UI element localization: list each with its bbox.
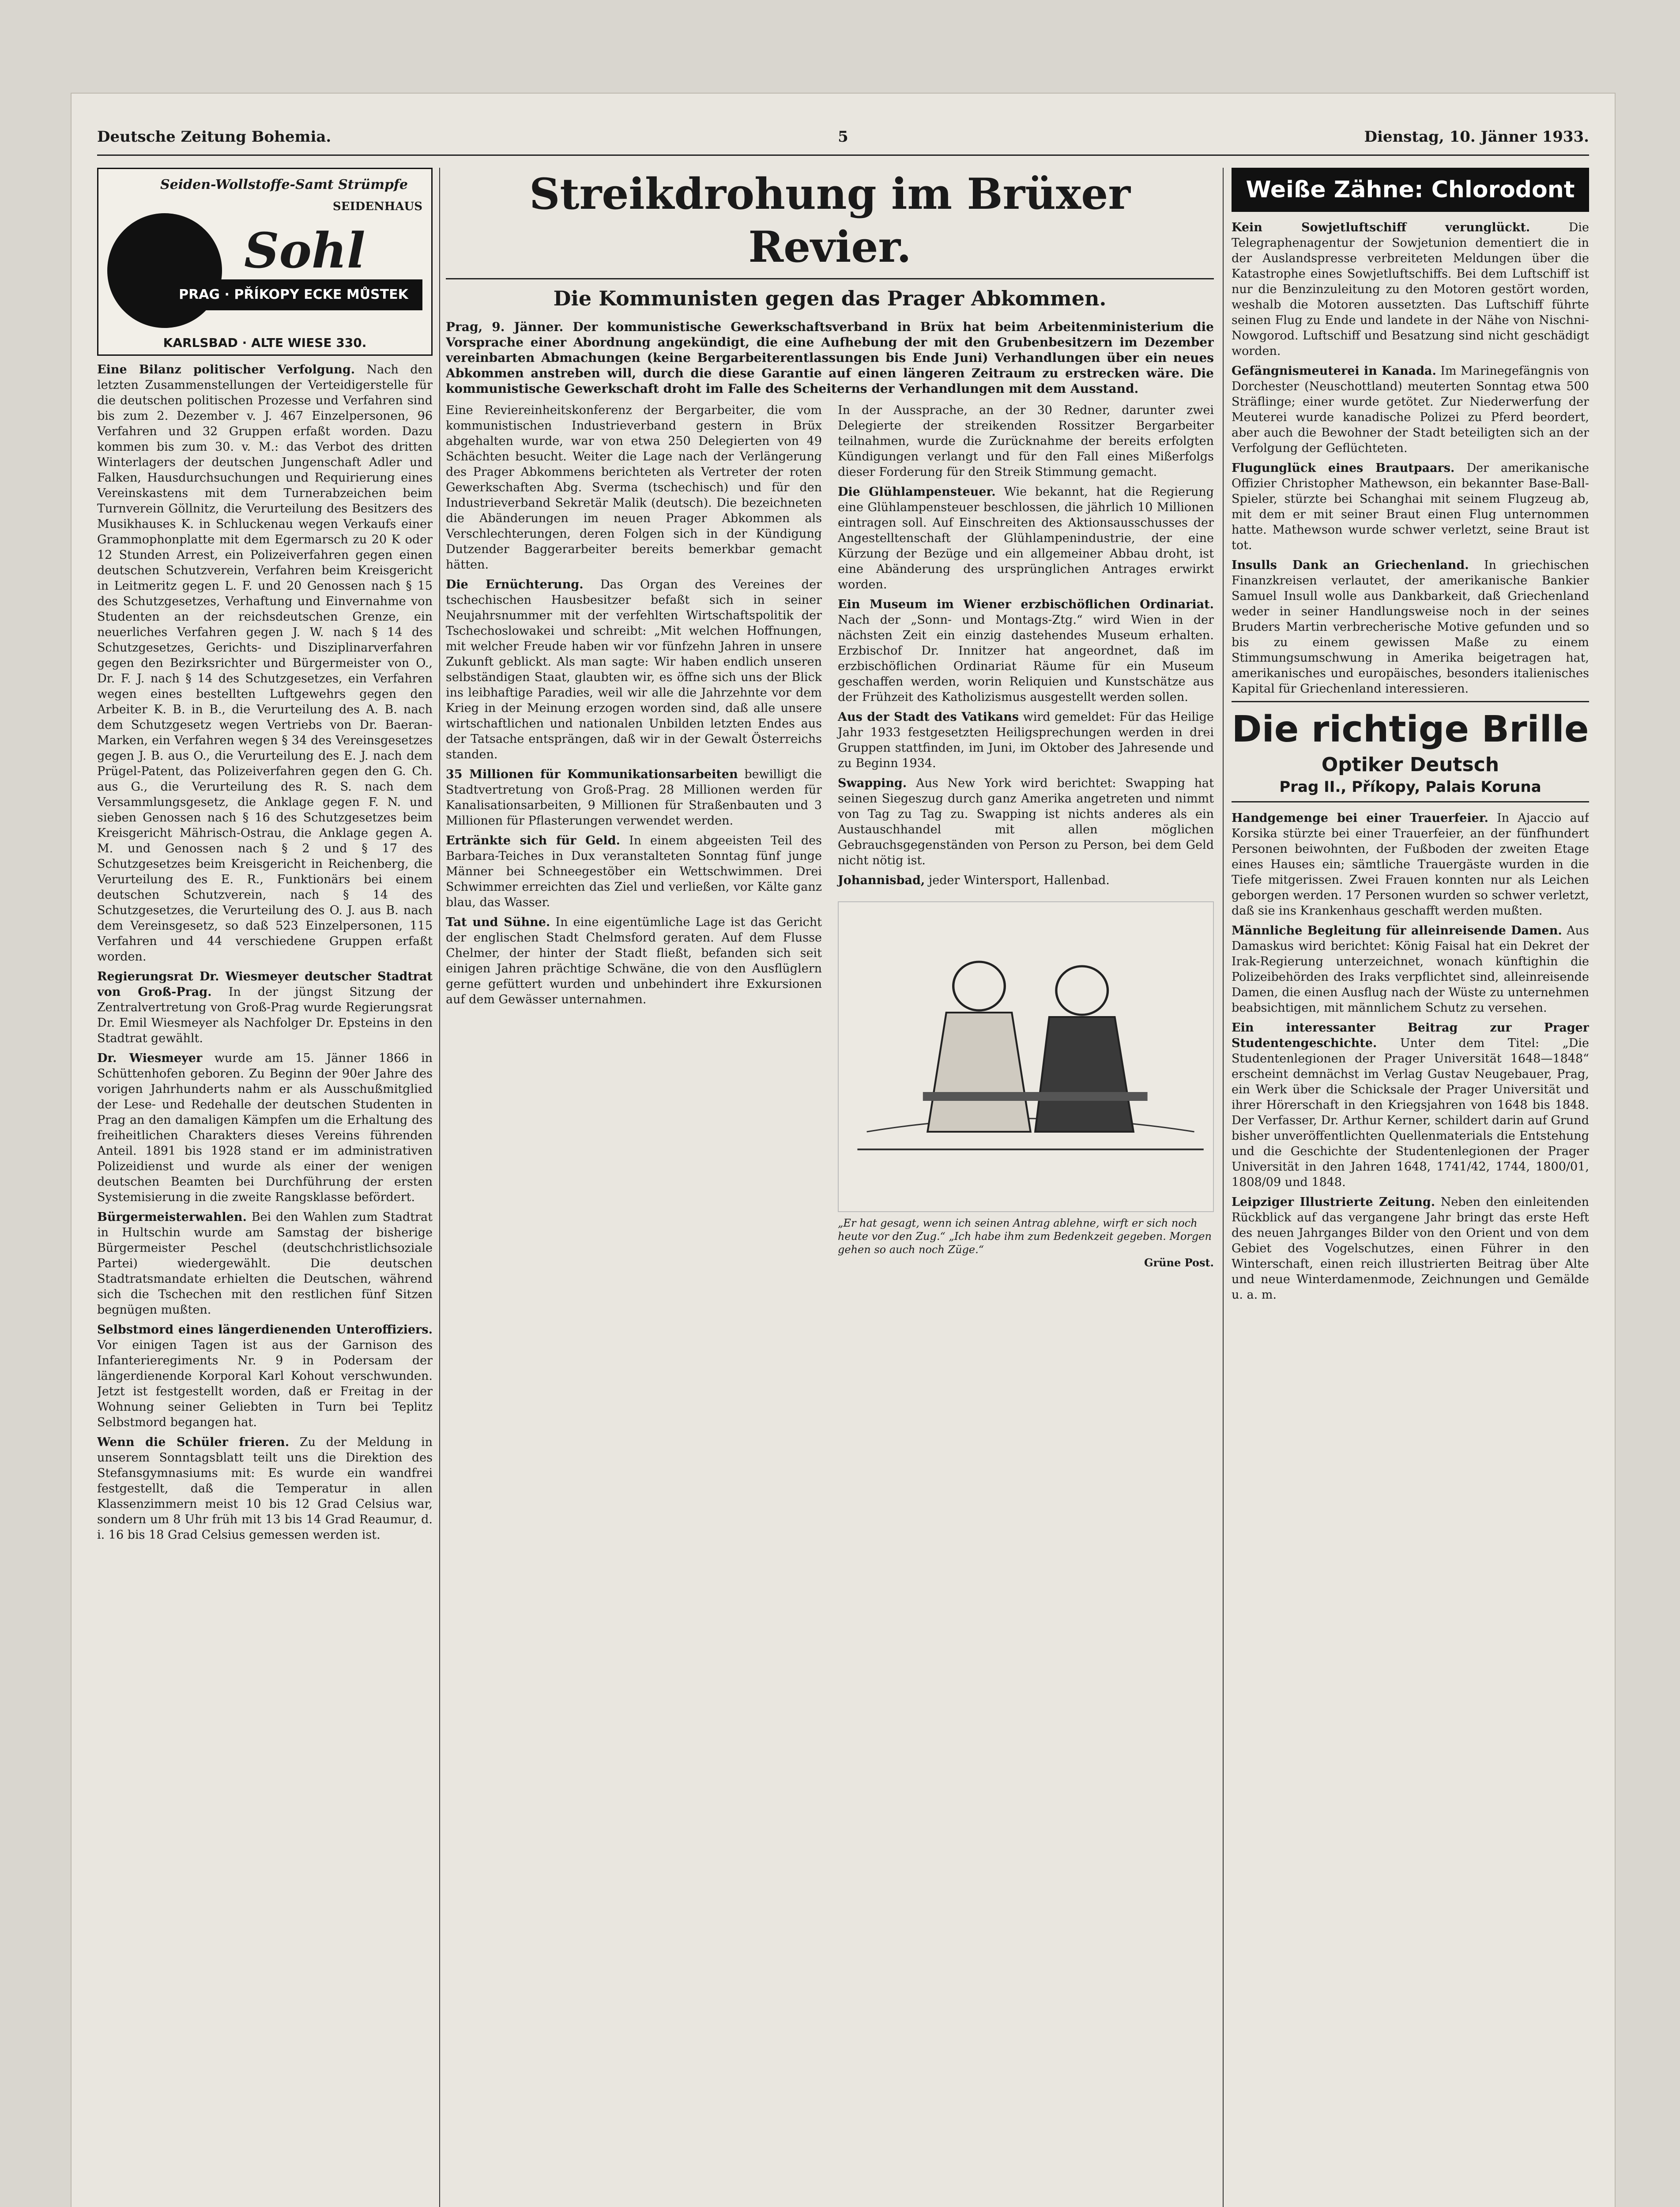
page-header [97,124,1589,156]
article-text: Aus New York wird berichtet: Swapping hat seinen Siegeszug durch ganz Amerika angetreten und nimmt von Tag zu Tag zu. Swapping ist nichts anderes als ein Austauschhandel mit allen möglichen Gebrauchsgegenständen von Person zu Person, bei dem Geld nicht nötig ist. [838,776,1214,867]
ad-brand: Sohl [244,222,365,279]
article-text: jeder Wintersport, Hallenbad. [928,874,1110,887]
article-heading: Swapping. [838,776,907,790]
cartoon-drawing [839,902,1213,1211]
article-heading: Die Ernüchterung. [446,578,584,591]
article-text: wurde am 15. Jänner 1866 in Schüttenhofen geboren. Zu Beginn der 90er Jahre des vorigen Jahrhunderts nahm er als Ausschußmitglied der Lese- und Redehalle der deutschen Studenten in Prag an den damaligen Kämpfen um die Erhaltung des freiheitlichen Charakters dieses Vereins führenden Anteil. 1891 bis 1928 stand er im administrativen Polizeidienst und wurde als einer der wenigen deutschen Beamten bei Durchführung der ersten Systemisierung in die zweite Rangsklasse befördert. [97,1051,433,1204]
ad-branch: KARLSBAD · ALTE WIESE 330. [163,335,367,350]
article-heading: Ein interessanter Beitrag zur Prager Studentengeschichte. [1232,1021,1589,1050]
article-heading: Regierungsrat Dr. Wiesmeyer deutscher Stadtrat von Groß-Prag. [97,970,433,999]
article-paragraph [838,709,1214,771]
article-paragraph [1232,363,1589,456]
article-heading: Wenn die Schüler frieren. [97,1435,290,1449]
article-heading: Ein Museum im Wiener erzbischöflichen Ordinariat. [838,598,1214,611]
column-rule [439,168,440,2207]
headline: Streikdrohung im Brüxer Revier. [446,168,1214,279]
right-column-articles-bottom [1232,810,1589,1303]
article-text: Nach den letzten Zusammenstellungen der Verteidigerstelle für die deutschen politischen Prozesse und Verfahren sind bis zum 2. Dezember v. J. 467 Einzelpersonen, 96 Verfahren und 32 Gruppen erfaßt worden. Dazu kommen bis zum 30. v. M.: das Verbot des dritten Winterlagers der deutschen Jungenschaft Adler und Falken, Hausdurchsuchungen und Requirierung eines Vereinskastens mit dem Turnerabzeichen beim Turnverein Göllnitz, die Verurteilung des Besitzers des Musikhauses K. in Schluckenau wegen Verkaufs einer Grammophonplatte mit dem Egermarsch zu 20 K oder 12 Stunden Arrest, ein Polizeiverfahren gegen einen deutschen Schutzverein, Verfahren beim Kreisgericht in Leitmeritz gegen L. F. und 20 Genossen nach § 15 des Schutzgesetzes, Verhaftung und Einvernahme von Studenten an der reichsdeutschen Grenze, ein neuerliches Verfahren gegen J. W. nach § 14 des Schutzgesetzes, Gerichts- und Disziplinarverfahren gegen den Bezirksrichter und Bürgermeister von O., Dr. F. J. nach § 14 des Schutzgesetzes, ein Verfahren wegen eines bestellten Luftgewehrs gegen den Arbeiter K. B. in B., die Verurteilung des A. B. nach dem Schutzgesetz wegen Vertriebs von Dr. Baeran-Marken, ein Verfahren wegen § 34 des Vereinsgesetzes gegen J. B. aus O., die Verurteilung des E. J. nach dem Prügel-Patent, das Polizeiverfahren gegen den G. Ch. aus G., die Verurteilung des R. S. nach dem Versammlungsgesetz, die Anklage gegen F. N. und sieben Genossen nach § 16 des Schutzgesetzes beim Kreisgericht Mährisch-Ostrau, die Anklage gegen A. M. und Genossen nach § 2 und § 17 des Schutzgesetzes beim Kreisgericht in Reichenberg, die Verurteilung des E. R., Funktionärs bei einem deutschen Schutzverein, nach § 14 des Schutzgesetzes, die Verurteilung des O. J. aus B. nach dem Vereinsgesetz, so daß 523 Einzelpersonen, 115 Verfahren und 44 verschiedene Gruppen erfaßt worden. [97,363,433,964]
article-heading: Insulls Dank an Griechenland. [1232,558,1469,572]
issue-date: Dienstag, 10. Jänner 1933. [1364,128,1589,146]
subheadline: Die Kommunisten gegen das Prager Abkommen. [553,286,1107,310]
article-paragraph [1232,557,1589,697]
page-number: 5 [838,128,848,146]
article-paragraph [1232,220,1589,359]
cartoon-caption: „Er hat gesagt, wenn ich seinen Antrag ablehne, wirft er sich noch heute vor den Zug.“ „Ich habe ihm zum Bedenkzeit gegeben. Morgen gehen so auch noch Züge.“ [838,1217,1212,1256]
article-text: Wie bekannt, hat die Regierung eine Glühlampensteuer beschlossen, die jährlich 10 Millionen eintragen soll. Auf Einschreiten des Aktionsausschusses der Angestelltenschaft der Glühlampenindustrie, der eine Kürzung der Bezüge und ein allgemeiner Abbau droht, ist eine Abänderung des ursprünglichen Antrages erwirkt worden. [838,485,1214,591]
ad-script-text: Seiden-Wollstoffe-Samt Strümpfe [160,177,408,192]
ad-brille-headline: Die richtige Brille [1232,708,1589,750]
article-text: Aus Damaskus wird berichtet: König Faisal hat ein Dekret der Irak-Regierung unterzeichnet, wonach künftighin die Polizeibehörden des Iraks verpflichtet sind, alleinreisende Damen, die einen Ausflug nach der Wüste zu unternehmen beabsichtigen, mit männlichem Schutz zu versehen. [1232,924,1589,1015]
article-paragraph [838,873,1214,888]
right-column-articles-top [1232,220,1589,697]
article-paragraph [838,484,1214,592]
advertisement-sohl [97,168,433,356]
article-text: Zu der Meldung in unserem Sonntagsblatt teilt uns die Direktion des Stefansgymnasiums mit: Es wurde ein wandfrei festgestellt, daß die Temperatur in allen Klassenzimmern meist 10 bis 12 Grad Celsius war, sondern um 8 Uhr früh mit 13 bis 14 Grad Reaumur, d. i. 16 bis 18 Grad Celsius gemessen werden ist. [97,1435,433,1542]
lead-paragraph: Prag, 9. Jänner. Der kommunistische Gewerkschaftsverband in Brüx hat beim Arbeitenministerium die Vorsprache einer Abordnung angekündigt, die eine Aufhebung der mit den Grubenbesitzern im Dezember vereinbarten Abmachungen (keine Bergarbeiterentlassungen bis Ende Juni) Verhandlungen über ein neues Abkommen anstreben will, durch die diese Garantie auf einen längeren Zeitraum zu erstrecken wäre. Die kommunistische Gewerkschaft droht im Falle des Scheiterns der Verhandlungen mit dem Ausstand. [446,320,1214,396]
article-text: Bei den Wahlen zum Stadtrat in Hultschin wurde am Samstag der bisherige Bürgermeister Peschel (deutschchristlichsoziale Partei) wiedergewählt. Die deutschen Stadtratsmandate erhielten die Deutschen, während sich die Tschechen mit den restlichen fünf Sitzen begnügen mußten. [97,1210,433,1317]
column-rule [1223,168,1224,2207]
main-left-subcolumn [446,403,822,1269]
article-text: Im Marinegefängnis von Dorchester (Neuschottland) meuterten Sonntag etwa 500 Sträflinge; einer wurde getötet. Zur Niederwerfung der Meuterei wurde kanadische Polizei zu Pferd beordert, aber auch die Bewohner der Stadt beteiligten sich an der Verfolgung der Geflüchteten. [1232,364,1589,455]
article-text: Die Telegraphenagentur der Sowjetunion dementiert die in der Auslandspresse verbreiteten Meldungen über die Katastrophe eines Sowjetluftschiffs. Bei dem Luftschiff ist nur die Benzinzuleitung zu den Motoren gestört worden, weshalb die Motoren aussetzten. Das Luftschiff führte seinen Flug zu Ende und landete in der Nähe von Nischni-Nowgorod. Luftschiff und Besatzung sind nicht geschädigt worden. [1232,221,1589,358]
article-paragraph [1232,1194,1589,1303]
article-heading: Die Glühlampensteuer. [838,485,996,499]
article-heading: Bürgermeisterwahlen. [97,1210,247,1224]
article-paragraph [446,915,822,1007]
ad-address: PRAG · PŘÍKOPY ECKE MŮSTEK [165,279,422,310]
article-text: Unter dem Titel: „Die Studentenlegionen der Prager Universität 1648—1848“ erscheint demnächst im Verlag Gustav Neugebauer, Prag, ein Werk über die Schicksale der Prager Universität und ihrer Hörerschaft in den Kriegsjahren von 1648 bis 1848. Der Verfasser, Dr. Arthur Kerner, schildert darin auf Grund bisher unveröffentlichten Quellenmaterials die Entstehung und die Geschichte der Studentenlegionen der Prager Universität in den Jahren 1648, 1741/42, 1744, 1800/01, 1808/09 und 1848. [1232,1036,1589,1189]
article-heading: Eine Bilanz politischer Verfolgung. [97,363,355,377]
cartoon-credit: Grüne Post. [1144,1256,1214,1269]
article-text: In eine eigentümliche Lage ist das Gericht der englischen Stadt Chelmsford geraten. Auf dem Flusse Chelmer, der hinter der Stadt fließt, befanden sich seit einigen Jahren prächtige Schwäne, die von den Ausflüglern gerne gefüttert wurden und unbehindert ihre Exkursionen auf dem Gewässer unternahmen. [446,915,822,1006]
right-column [1232,168,1589,2207]
article-heading: Handgemenge bei einer Trauerfeier. [1232,811,1488,825]
paper-name: Deutsche Zeitung Bohemia. [97,128,331,146]
article-text: In der Aussprache, an der 30 Redner, darunter zwei Delegierte der streikenden Rossitzer Bergarbeiter teilnahmen, wurde die Zurücknahme der bereits erfolgten Kündigungen verlangt und für den Fall eines Mißerfolgs dieser Forderung für den Streik Stimmung gemacht. [838,403,1214,479]
article-heading: Ertränkte sich für Geld. [446,834,621,847]
article-paragraph [838,776,1214,868]
article-paragraph [446,833,822,910]
article-text: Nach der „Sonn- und Montags-Ztg.“ wird Wien in der nächsten Zeit ein einzig dastehendes Museum erhalten. Erzbischof Dr. Innitzer hat angeordnet, daß im erzbischöflichen Ordinariat Räume für ein Museum geschaffen werden, worin Reliquien und Kunstschätze aus der Frühzeit des Katholizismus ausgestellt werden sollen. [838,613,1214,704]
newspaper-page [71,93,1616,2207]
article-heading: Selbstmord eines längerdienenden Unteroffiziers. [97,1323,433,1337]
article-paragraph [1232,1020,1589,1190]
article-text: In griechischen Finanzkreisen verlautet, der amerikanische Bankier Samuel Insull wolle aus Dankbarkeit, daß Griechenland weder in seiner Handlungsweise noch in der seines Bruders Martin verbrecherische Motive gefunden und so bis zu einem gewissen Maße zu einem Stimmungsumschwung in Amerika beigetragen hat, amerikanisches und europäisches, besonders italienisches Kapital für Griechenland interessieren. [1232,558,1589,696]
article-paragraph [838,597,1214,705]
ad-brille-name: Optiker Deutsch [1321,753,1499,776]
article-text: wird gemeldet: Für das Heilige Jahr 1933 festgesetzten Heiligsprechungen werden in drei Gruppen stattfinden, im Juni, im Oktober des Jahresende und zu Beginn 1934. [838,710,1214,770]
article-heading: Gefängnismeuterei in Kanada. [1232,364,1436,378]
article-paragraph [97,1209,433,1318]
article-paragraph [1232,923,1589,1016]
brand-logo [107,213,222,328]
article-paragraph [97,969,433,1046]
article-paragraph [1232,810,1589,919]
main-column [446,168,1214,2207]
advertisement-chlorodont: Weiße Zähne: Chlorodont [1232,168,1589,212]
article-text: In einem abgeeisten Teil des Barbara-Teiches in Dux veranstalteten Sonntag fünf junge Männer bei Schneegestöber ein Wettschwimmen. Drei Schwimmer erreichten das Ziel und verließen, vor Kälte ganz blau, das Wasser. [446,834,822,909]
article-text: Neben den einleitenden Rückblick auf das vergangene Jahr bringt das erste Heft des neuen Jahrganges Bilder von den Orient und von dem Gebiet des Vogelschutzes, einen Führer in den Winterschaft, einen reich illustrierten Beitrag über Alte und neue Winterdamenmode, Zeichnungen und Gemälde u. a. m. [1232,1195,1589,1302]
article-paragraph [97,1435,433,1543]
left-column-articles [97,362,433,1543]
article-heading: Kein Sowjetluftschiff verunglückt. [1232,221,1530,234]
article-text: In Ajaccio auf Korsika stürzte bei einer Trauerfeier, an der fünfhundert Personen beiwohnten, der Fußboden der zweiten Etage eines Hauses ein; sämtliche Trauergäste wurden in die Tiefe mitgerissen. Zwei Frauen konnten nur als Leichen geborgen werden. 17 Personen wurden so schwer verletzt, daß sie ins Krankenhaus geschafft werden mußten. [1232,811,1589,918]
article-heading: Flugunglück eines Brautpaars. [1232,461,1455,475]
article-heading: Aus der Stadt des Vatikans [838,710,1019,724]
article-text: In der jüngst Sitzung der Zentralvertretung von Groß-Prag wurde Regierungsrat Dr. Emil Wiesmeyer als Nachfolger Dr. Epsteins in den Stadtrat gewählt. [97,985,433,1045]
article-heading: 35 Millionen für Kommunikationsarbeiten [446,768,738,781]
left-column [97,168,433,2207]
advertisement-optiker [1232,701,1589,802]
article-paragraph [838,403,1214,480]
article-paragraph [446,767,822,829]
article-text: Das Organ des Vereines der tschechischen Hausbesitzer befaßt sich in seiner Neujahrsnummer mit der verfehlten Wirtschaftspolitik der Tschechoslowakei und schreibt: „Mit welchen Hoffnungen, mit welcher Freude haben wir vor fünfzehn Jahren in unsere Zukunft geblickt. Als man sagte: Wir haben endlich unseren selbständigen Staat, glaubten wir, es öffne sich uns der Blick ins leibhaftige Paradies, weil wir alle die Jahrzehnte vor dem Krieg in der Meinung erzogen worden sind, daß alle unsere wirtschaftlichen und nationalen Unbilden letzten Endes aus der Tatsache entsprängen, daß wir in der Gewalt Österreichs standen. [446,578,822,761]
article-heading: Leipziger Illustrierte Zeitung. [1232,1195,1435,1209]
article-heading: Männliche Begleitung für alleinreisende Damen. [1232,924,1562,938]
article-heading: Johannisbad, [838,874,925,887]
article-text: Eine Reviereinheitskonferenz der Bergarbeiter, die vom kommunistischen Industrieverband gestern in Brüx abgehalten wurde, war von etwa 250 Delegierten von 49 Schächten besucht. Weiter die Lage nach der Verlängerung des Prager Abkommens berichteten als Vertreter der roten Gewerkschaften Abg. Sverma (tschechisch) und für den Industrieverband Sekretär Malik (deutsch). Die bezeichneten die Abänderungen im neuen Prager Abkommen als Verschlechterungen, deren Folgen sich in der Kündigung Dutzender Baggerarbeiter bereits bemerkbar gemacht hätten. [446,403,822,572]
main-right-subcolumn [838,403,1214,1269]
article-text: bewilligt die Stadtvertretung von Groß-Prag. 28 Millionen werden für Kanalisationsarbeiten, 9 Millionen für Straßenbauten und 3 Millionen für Pflasterungen verwendet werden. [446,768,822,828]
article-paragraph [97,362,433,964]
article-text: Vor einigen Tagen ist aus der Garnison des Infanterieregiments Nr. 9 in Podersam der längerdienende Korporal Karl Kohout verschwunden. Jetzt ist festgestellt worden, daß er Freitag in der Wohnung seiner Geliebten in Turn bei Teplitz Selbstmord begangen hat. [97,1338,433,1429]
article-paragraph [446,577,822,762]
ad-brille-address: Prag II., Příkopy, Palais Koruna [1279,778,1541,796]
cartoon-illustration [838,901,1214,1212]
article-heading: Dr. Wiesmeyer [97,1051,203,1065]
ad-store-label: SEIDENHAUS [332,200,422,213]
article-text: Der amerikanische Offizier Christopher Mathewson, ein bekannter Base-Ball-Spieler, stürzte bei Schanghai mit seinem Flugzeug ab, mit dem er mit seiner Braut einen Flug unternommen hatte. Mathewson wurde schwer verletzt, seine Braut ist tot. [1232,461,1589,552]
article-paragraph [1232,460,1589,553]
article-paragraph [97,1051,433,1205]
article-paragraph [446,403,822,572]
article-heading: Tat und Sühne. [446,915,550,929]
article-paragraph [97,1322,433,1430]
